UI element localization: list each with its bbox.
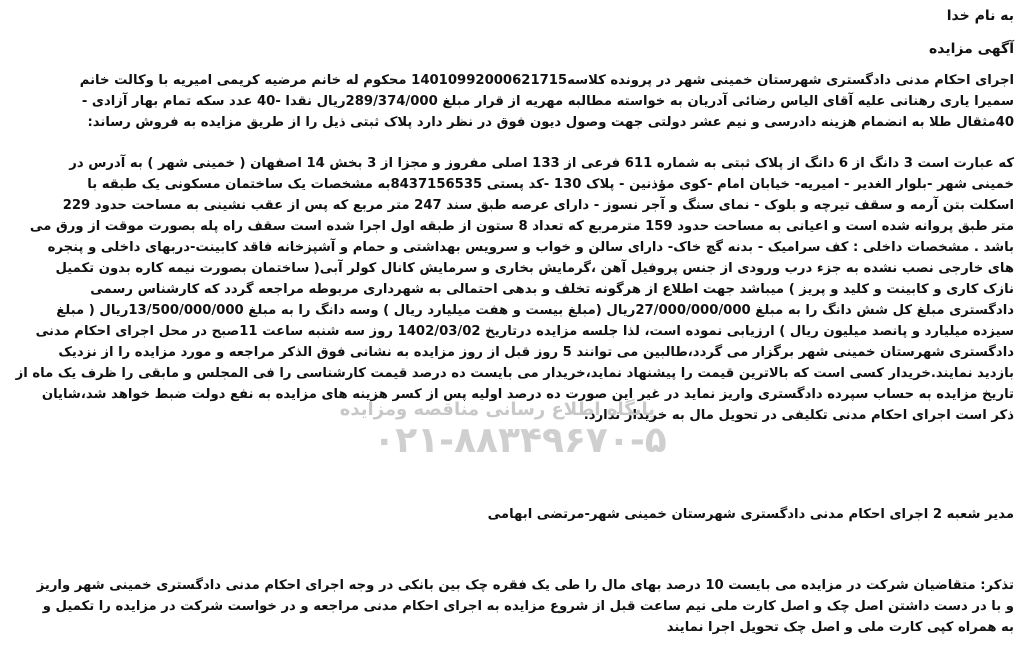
intro-line: اجرای احکام مدنی دادگستری شهرستان خمینی شهر در پرونده کلاسه14010992000621715 محکوم له خانم مرضیه کریمی امیریه با وکالت خانم [79, 73, 1014, 88]
auction-notice-document [8, 6, 1014, 650]
note-line: تذکر: متقاضیان شرکت در مزایده می بایست 10 درصد بهای مال را طی یک فقره چک بین بانکی در وجه اجرای احکام مدنی دادگستری خمینی شهر واریز [36, 578, 1014, 593]
body-line: خمینی شهر -بلوار الغدیر - امیریه- خیابان امام -کوی مؤذنین - پلاک 130 -کد پستی 8437156535به مشخصات یک ساختمان مسکونی یک طبقه با [87, 177, 1014, 192]
body-line: دادگستری شهرستان خمینی شهر برگزار می گردد،طالبین می توانند 5 روز قبل از روز مزایده به نشانی فوق الذکر مراجعه و مورد مزایده را از نزدیک [58, 345, 1014, 360]
notice-title: آگهی مزایده [928, 41, 1014, 57]
intro-line: سمیرا یاری رهنانی علیه آقای الیاس رضائی آدریان به خواسته مطالبه مهریه از قرار مبلغ 289/374/000ریال نقدا -40 عدد سکه تمام بهار آزادی - [81, 94, 1014, 109]
body-line: ذکر است اجرای احکام مدنی تکلیفی در تحویل مال به خریدار ندارد. [583, 408, 1014, 423]
body-line: تاریخ مزایده به حساب سپرده دادگستری واریز نماید در غیر این صورت ده درصد اولیه پس از کسر هزینه های مزایده به نفع دولت ضبط خواهد شد،شایان [41, 387, 1014, 402]
body-line: سیزده میلیارد و پانصد میلیون ریال ) ارزیابی نموده است، لذا جلسه مزایده درتاریخ 1402/03/02 روز سه شنبه ساعت 11صبح در محل اجرای احکام مدنی [35, 324, 1014, 339]
body-line: متر طبق پروانه شده است و اعیانی به مساحت حدود 159 مترمربع که تعداد 8 ستون از طبقه اول اجرا شده است سقف راه پله بصورت موقت از ورق می [29, 219, 1014, 234]
note-line: به همراه کپی کارت ملی و اصل چک تحویل اجرا نمایند [666, 620, 1014, 635]
note-line: و با در دست داشتن اصل چک و اصل کارت ملی نیم ساعت قبل از شروع مزایده به اجرای احکام مدنی مراجعه و در خواست شرکت در مزایده را تکمیل و [42, 599, 1014, 614]
body-line: نازک کاری و کابینت و کلید و پریز ) میباشد جهت اطلاع از هرگونه تخلف و بدهی احتمالی به شهرداری مربوطه مراجعه گردد که کارشناس رسمی [90, 282, 1014, 297]
body-line: های خارجی نصب نشده به جزء درب ورودی از جنس پروفیل آهن ،گرمایش بخاری و سرمایش کانال کولر آبی( ساختمان بصورت نیمه کاره بدون تکمیل [55, 261, 1014, 276]
body-line: باشد . مشخصات داخلی : کف سرامیک - بدنه گچ خاک- دارای سالن و خواب و سرویس بهداشتی و حمام و آشپزخانه فاقد کابینت-دربهای داخلی و پنجره [47, 240, 1014, 255]
body-line: که عبارت است 3 دانگ از 6 دانگ از پلاک ثبتی به شماره 611 فرعی از 133 اصلی مفروز و مجزا از 3 بخش 14 اصفهان ( خمینی شهر ) به آدرس در [69, 156, 1014, 171]
bismillah-heading: به نام خدا [946, 8, 1014, 24]
watermark-phone: ۰۲۱-۸۸۳۴۹۶۷۰-۵ [373, 420, 667, 461]
body-line: بازدید نمایند.خریدار کسی است که بالاترین قیمت را پیشنهاد نماید،خریدار می بایست ده درصد قیمت کارشناسی را فی المجلس و مابقی را ظرف یک ماه از [15, 366, 1014, 381]
body-line: اسکلت بتن آرمه و سقف تیرچه و بلوک - نمای سنگ و آجر نسوز - دارای عرصه طبق سند 247 متر مربع که پس از عقب نشینی به مساحت حدود 229 [62, 198, 1014, 213]
watermark-text: پایگاه اطلاع رسانی مناقصه ومزایده [339, 399, 655, 420]
intro-line: 40مثقال طلا به انضمام هزینه دادرسی و نیم عشر دولتی جهت وصول دیون فوق در نظر دارد پلاک ثبتی ذیل را از طریق مزایده به فروش رساند: [87, 115, 1014, 130]
body-line: دادگستری مبلغ کل شش دانگ را به مبلغ 27/000/000/000ریال (مبلغ بیست و هفت میلیارد ریال ) وسه دانگ را به مبلغ 13/500/000/000ریال ( مبلغ [56, 303, 1014, 318]
signature-line: مدیر شعبه 2 اجرای احکام مدنی دادگستری شهرستان خمینی شهر-مرتضی ابهامی [487, 507, 1014, 522]
